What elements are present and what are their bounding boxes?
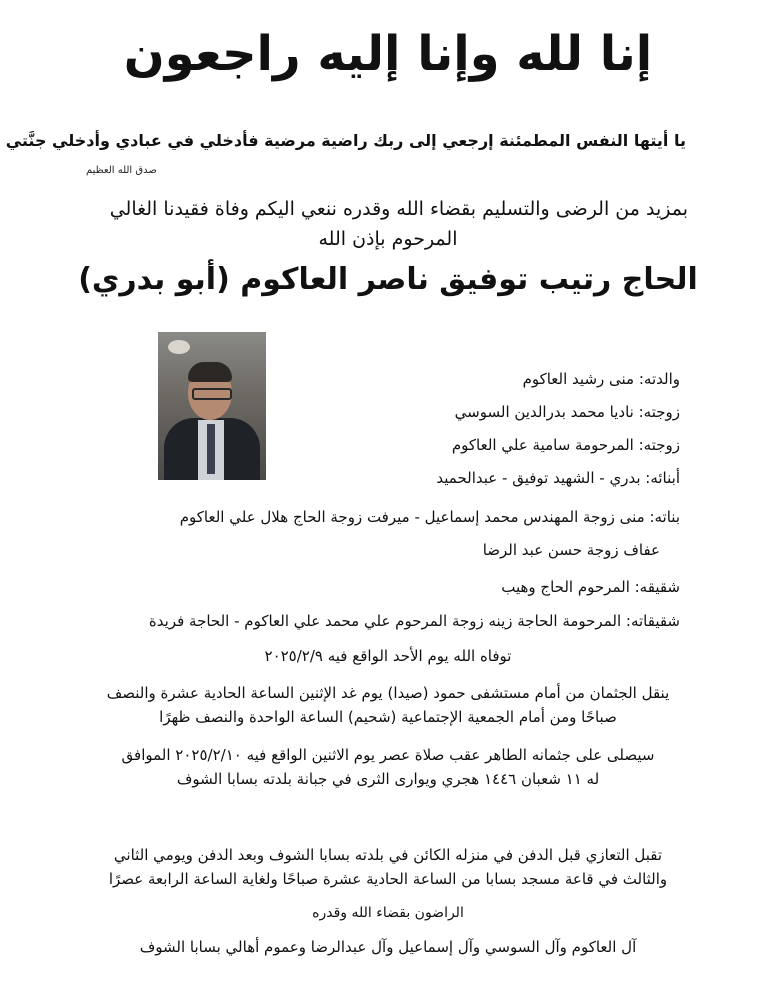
verse-source: صدق الله العظيم	[86, 165, 157, 176]
death-date: توفاه الله يوم الأحد الواقع فيه ٢٠٢٥/٢/٩	[264, 647, 512, 665]
deceased-name: الحاج رتيب توفيق ناصر العاكوم (أبو بدري)	[78, 262, 698, 297]
transport-line-2: صباحًا ومن أمام الجمعية الإجتماعية (شحيم) الساعة الواحدة والنصف ظهرًا	[159, 708, 617, 726]
relative-daughters-cont: عفاف زوجة حسن عبد الرضا	[482, 541, 660, 559]
intro-line-2: المرحوم بإذن الله	[318, 228, 458, 250]
relative-sons: أبنائه: بدري - الشهيد توفيق - عبدالحميد	[436, 469, 680, 487]
quran-verse: يا أيتها النفس المطمئنة إرجعي إلى ربك راضية مرضية فأدخلي في عبادي وأدخلي جنَّتي	[5, 131, 686, 150]
relative-wife-2: زوجته: المرحومة سامية علي العاكوم	[451, 436, 680, 454]
condolence-line-1: تقبل التعازي قبل الدفن في منزله الكائن في بلدته بسابا الشوف وبعد الدفن ويومي الثاني	[113, 846, 663, 864]
prayer-line-2: له ١١ شعبان ١٤٤٦ هجري ويوارى الثرى في جبانة بلدته بسابا الشوف	[176, 770, 600, 788]
families-line: آل العاكوم وآل السوسي وآل إسماعيل وآل عبدالرضا وعموم أهالي بسابا الشوف	[139, 938, 637, 956]
relative-brother: شقيقه: المرحوم الحاج وهيب	[501, 578, 680, 596]
relative-mother: والدته: منى رشيد العاكوم	[522, 370, 680, 388]
prayer-line-1: سيصلى على جثمانه الطاهر عقب صلاة عصر يوم الاثنين الواقع فيه ٢٠٢٥/٢/١٠ الموافق	[121, 746, 655, 764]
acceptance-line: الراضون بقضاء الله وقدره	[312, 905, 464, 921]
photo-glasses	[192, 388, 232, 400]
relative-daughters: بناته: منى زوجة المهندس محمد إسماعيل - ميرفت زوجة الحاج هلال علي العاكوم	[179, 508, 680, 526]
relative-wife-1: زوجته: ناديا محمد بدرالدين السوسي	[454, 403, 680, 421]
page-title: إنا لله وإنا إليه راجعون	[123, 26, 653, 82]
condolence-line-2: والثالث في قاعة مسجد بسابا من الساعة الحادية عشرة صباحًا ولغاية الساعة الرابعة عصرًا	[108, 870, 668, 888]
transport-line-1: ينقل الجثمان من أمام مستشفى حمود (صيدا) يوم غد الإثنين الساعة الحادية عشرة والنصف	[106, 684, 670, 702]
intro-line-1: بمزيد من الرضى والتسليم بقضاء الله وقدره ننعي اليكم وفاة فقيدنا الغالي	[109, 198, 688, 220]
relative-sisters: شقيقاته: المرحومة الحاجة زينه زوجة المرحوم علي محمد علي العاكوم - الحاجة فريدة	[148, 612, 680, 630]
photo-lamp	[168, 340, 190, 354]
